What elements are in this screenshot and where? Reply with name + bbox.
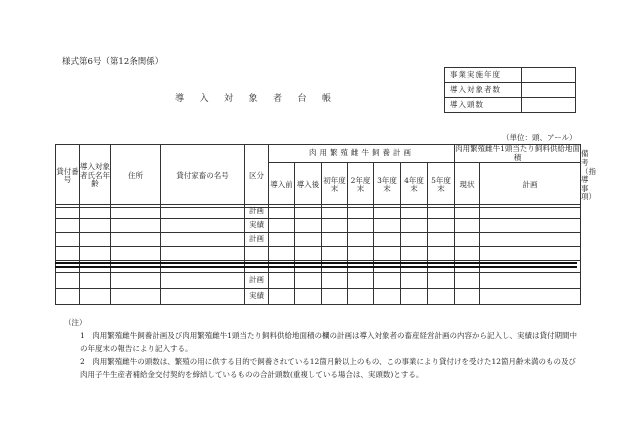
data-cell[interactable] — [269, 233, 295, 247]
data-cell[interactable] — [56, 289, 80, 305]
row-category-cell: 実績 — [245, 219, 269, 233]
data-cell[interactable] — [111, 289, 161, 305]
data-cell[interactable] — [480, 247, 581, 261]
data-cell[interactable] — [295, 205, 322, 219]
data-cell[interactable] — [401, 289, 428, 305]
header-target-name-age: 導入対象者氏名年齢 — [80, 145, 111, 208]
data-cell[interactable] — [348, 247, 374, 261]
data-cell[interactable] — [161, 233, 245, 247]
data-cell[interactable] — [455, 273, 480, 289]
data-cell[interactable] — [80, 247, 111, 261]
data-cell[interactable] — [428, 289, 455, 305]
row-category-cell: 計画 — [245, 205, 269, 219]
data-cell[interactable] — [161, 273, 245, 289]
data-cell[interactable] — [455, 233, 480, 247]
data-cell[interactable] — [480, 273, 581, 289]
header-after-intro: 導入後 — [295, 163, 322, 208]
data-cell[interactable] — [322, 289, 348, 305]
summary-row — [445, 68, 576, 83]
data-cell[interactable] — [374, 289, 401, 305]
table-row — [56, 233, 581, 247]
data-cell[interactable] — [295, 289, 322, 305]
data-cell[interactable] — [401, 233, 428, 247]
data-cell[interactable] — [374, 219, 401, 233]
header-year5: 5年度末 — [428, 163, 455, 208]
data-cell[interactable] — [295, 219, 322, 233]
header-address: 住所 — [111, 145, 161, 208]
data-cell[interactable] — [56, 219, 80, 233]
header-feed-area: 肉用繁殖雌牛1頭当たり飼料供給地面積 — [455, 144, 580, 162]
header-year3: 3年度末 — [374, 163, 401, 208]
data-cell[interactable] — [161, 205, 245, 219]
notes — [64, 316, 579, 381]
header-current: 現状 — [455, 163, 480, 208]
notes-heading: （注） — [64, 318, 87, 327]
header-year1: 初年度末 — [322, 163, 348, 208]
header-livestock-name: 貸付家畜の名号 — [161, 145, 245, 208]
row-category-cell: 計画 — [245, 233, 269, 247]
data-cell[interactable] — [111, 247, 161, 261]
summary-label-head-count: 導入頭数 — [445, 98, 522, 113]
header-category: 区分 — [245, 145, 269, 208]
note-item: 1 肉用繁殖雌牛飼養計画及び肉用繁殖雌牛1頭当たり飼料供給地面積の欄の計画は導入対象者の畜産経営計画の内容から記入し、実績は貸付期間中の年度末の報告により記入する。 — [80, 331, 578, 353]
data-cell[interactable] — [295, 247, 322, 261]
data-cell[interactable] — [111, 205, 161, 219]
data-cell[interactable] — [428, 233, 455, 247]
data-cell[interactable] — [322, 233, 348, 247]
data-cell[interactable] — [374, 247, 401, 261]
form-label: 様式第6号（第12条関係） — [62, 57, 164, 67]
ledger-body — [55, 204, 581, 261]
data-cell[interactable] — [56, 247, 80, 261]
data-cell[interactable] — [322, 205, 348, 219]
table-row — [56, 247, 581, 261]
data-cell[interactable] — [56, 273, 80, 289]
summary-row — [445, 83, 576, 98]
data-cell[interactable] — [401, 205, 428, 219]
section-divider-top — [55, 262, 577, 264]
document-title: 導入対象者台帳 — [175, 94, 347, 104]
data-cell[interactable] — [161, 289, 245, 305]
data-cell[interactable] — [401, 219, 428, 233]
row-category-cell — [245, 247, 269, 261]
header-loan-no: 貸付番号 — [56, 145, 80, 208]
summary-value-head-count[interactable] — [522, 98, 576, 113]
header-row-1: 貸付番号 導入対象者氏名年齢 住所 貸付家畜の名号 区分 肉用繁殖雌牛飼養計画 肉用繁殖雌牛1頭当たり飼料供給地面積 備考（指導事項） — [56, 145, 581, 163]
table-row — [56, 219, 581, 233]
summary-row — [445, 98, 576, 113]
header-breeding-plan: 肉用繁殖雌牛飼養計画 — [269, 145, 455, 163]
data-cell[interactable] — [374, 205, 401, 219]
data-cell[interactable] — [348, 233, 374, 247]
data-cell[interactable] — [455, 289, 480, 305]
data-cell[interactable] — [455, 205, 480, 219]
data-cell[interactable] — [480, 233, 581, 247]
data-cell[interactable] — [428, 247, 455, 261]
data-cell[interactable] — [374, 273, 401, 289]
data-cell[interactable] — [269, 205, 295, 219]
data-cell[interactable] — [269, 273, 295, 289]
data-cell[interactable] — [111, 219, 161, 233]
table-row — [56, 289, 581, 305]
header-before-intro: 導入前 — [269, 163, 295, 208]
data-cell[interactable] — [161, 219, 245, 233]
data-cell[interactable] — [111, 273, 161, 289]
row-category-cell: 実績 — [245, 289, 269, 305]
data-cell[interactable] — [428, 219, 455, 233]
summary-label-target-count: 導入対象者数 — [445, 83, 522, 98]
summary-label-fiscal-year: 事業実施年度 — [445, 68, 522, 83]
data-cell[interactable] — [269, 219, 295, 233]
data-cell[interactable] — [480, 289, 581, 305]
data-cell[interactable] — [348, 273, 374, 289]
data-cell[interactable] — [295, 233, 322, 247]
unit-note: （単位：頭、アール） — [502, 133, 577, 142]
row-category-cell: 計画 — [245, 273, 269, 289]
data-cell[interactable] — [56, 205, 80, 219]
summary-value-fiscal-year[interactable] — [522, 68, 576, 83]
data-cell[interactable] — [161, 247, 245, 261]
data-cell[interactable] — [428, 273, 455, 289]
data-cell[interactable] — [348, 205, 374, 219]
data-cell[interactable] — [269, 289, 295, 305]
data-cell[interactable] — [480, 219, 581, 233]
data-cell[interactable] — [80, 233, 111, 247]
data-cell[interactable] — [56, 233, 80, 247]
summary-value-target-count[interactable] — [522, 83, 576, 98]
section-divider-bottom — [55, 266, 577, 268]
data-cell[interactable] — [348, 289, 374, 305]
header-year2: 2年度末 — [348, 163, 374, 208]
table-row — [56, 273, 581, 289]
data-cell[interactable] — [374, 233, 401, 247]
data-cell[interactable] — [80, 289, 111, 305]
data-cell[interactable] — [322, 219, 348, 233]
data-cell[interactable] — [322, 273, 348, 289]
data-cell[interactable] — [80, 273, 111, 289]
data-cell[interactable] — [401, 247, 428, 261]
table-row — [56, 205, 581, 219]
ledger-table — [55, 144, 597, 208]
note-item: 2 肉用繁殖雌牛の頭数は、繁殖の用に供する目的で飼養されている12箇月齢以上のもの、この事業により貸付けを受けた12箇月齢未満のもの及び肉用子牛生産者補給金交付契約を締結しているものの合計頭数(重複している場合は、実頭数)とする。 — [80, 357, 577, 379]
data-cell[interactable] — [111, 233, 161, 247]
data-cell[interactable] — [480, 205, 581, 219]
header-year4: 4年度末 — [401, 163, 428, 208]
data-cell[interactable] — [322, 247, 348, 261]
data-cell[interactable] — [455, 219, 480, 233]
data-cell[interactable] — [455, 247, 480, 261]
data-cell[interactable] — [80, 205, 111, 219]
data-cell[interactable] — [401, 273, 428, 289]
header-plan: 計画 — [480, 163, 581, 208]
summary-box — [444, 67, 576, 113]
data-cell[interactable] — [348, 219, 374, 233]
data-cell[interactable] — [428, 205, 455, 219]
data-cell[interactable] — [80, 219, 111, 233]
data-cell[interactable] — [269, 247, 295, 261]
data-cell[interactable] — [295, 273, 322, 289]
